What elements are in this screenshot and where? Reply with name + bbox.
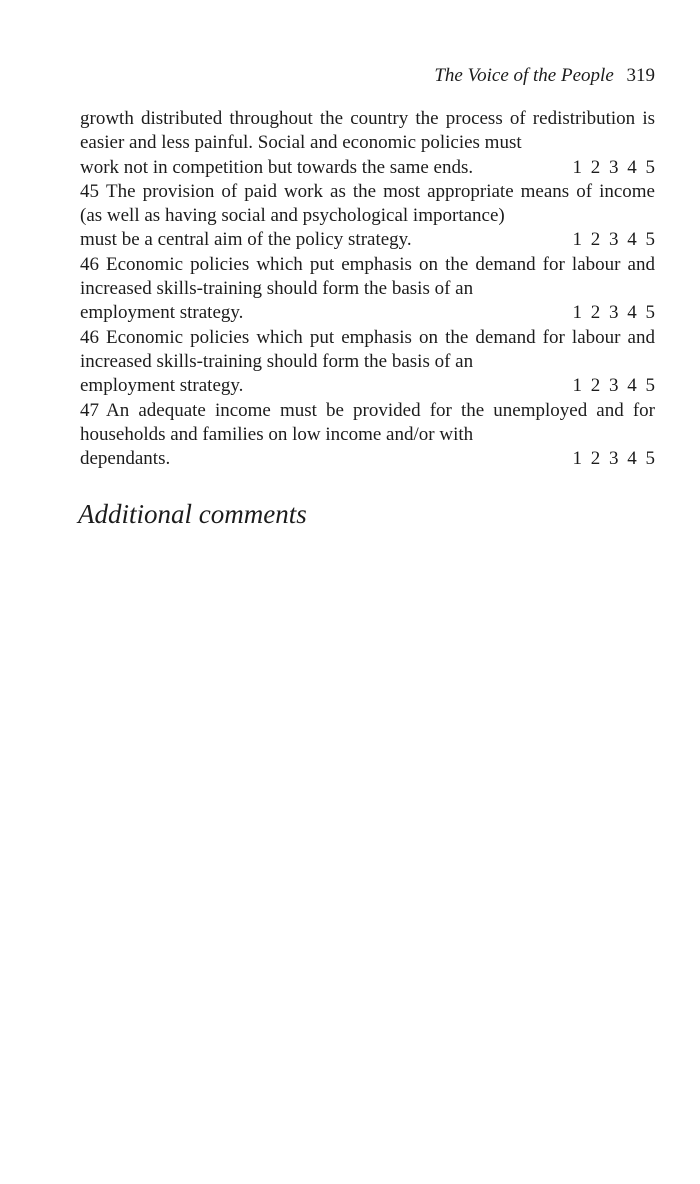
item-text: Economic policies which put emphasis on the demand for labour and increased skills-training should form the basis of an <box>80 326 655 372</box>
questionnaire-item <box>80 253 655 326</box>
item-last-line-text: employment strategy. <box>80 375 244 397</box>
item-number: 46 <box>80 253 99 275</box>
item-last-line-text: dependants. <box>80 448 171 470</box>
page-header <box>80 64 655 88</box>
questionnaire-item <box>80 180 655 253</box>
item-number: 46 <box>80 326 99 348</box>
item-text: An adequate income must be provided for the unemployed and for households and families on low income and/or with <box>80 399 655 445</box>
item-text: Economic policies which put emphasis on the demand for labour and increased skills-training should form the basis of an <box>80 253 655 300</box>
item-last-line <box>80 447 655 471</box>
questionnaire-body <box>80 107 655 471</box>
item-last-line <box>80 374 655 398</box>
paragraph-last-line-text: work not in competition but towards the same ends. <box>80 156 474 178</box>
item-last-line-text: must be a central aim of the policy strategy. <box>80 229 412 251</box>
page-number: 319 <box>626 65 655 86</box>
running-title: The Voice of the People <box>434 65 614 86</box>
rating-scale: 1 2 3 4 5 <box>572 229 657 251</box>
paragraph-last-line <box>80 156 655 180</box>
questionnaire-item <box>80 326 655 399</box>
item-text: The provision of paid work as the most appropriate means of income (as well as having social and psychological importance) <box>80 180 655 227</box>
item-last-line <box>80 301 655 325</box>
rating-scale: 1 2 3 4 5 <box>572 156 657 178</box>
item-number: 47 <box>80 399 99 421</box>
continuation-paragraph <box>80 107 655 180</box>
paragraph-text: growth distributed throughout the country the process of redistribution is easier and less painful. Social and economic policies must <box>80 108 655 154</box>
additional-comments-heading: Additional comments <box>78 499 307 529</box>
item-last-line <box>80 228 655 252</box>
item-last-line-text: employment strategy. <box>80 302 244 324</box>
rating-scale: 1 2 3 4 5 <box>572 375 657 397</box>
item-number: 45 <box>80 180 99 202</box>
rating-scale: 1 2 3 4 5 <box>572 302 657 324</box>
questionnaire-item <box>80 399 655 472</box>
rating-scale: 1 2 3 4 5 <box>572 448 657 470</box>
